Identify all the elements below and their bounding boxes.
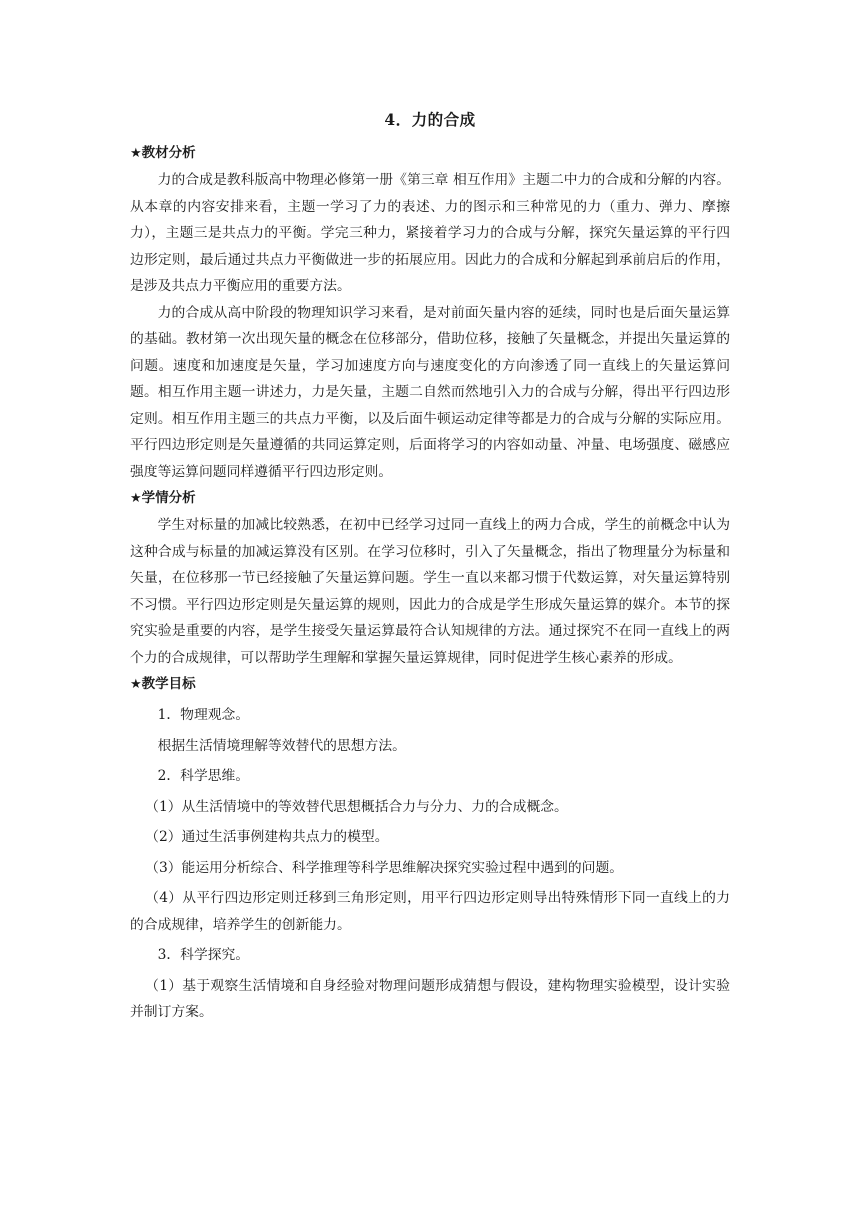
star-icon: ★ <box>130 146 142 161</box>
section-textbook-analysis <box>130 140 730 485</box>
goal-heading: 1．物理观念。 <box>157 707 250 723</box>
goal-item: （2）通过生活事例建构共点力的模型。 <box>145 829 389 845</box>
goal-heading: 2．科学思维。 <box>157 768 250 784</box>
goal-item: （1）基于观察生活情境和自身经验对物理问题形成猜想与假设，建构物理实验模型，设计实验并制订方案。 <box>130 977 730 1020</box>
section-heading-text: 学情分析 <box>141 490 196 506</box>
goal-item: （1）从生活情境中的等效替代思想概括合力与分力、力的合成概念。 <box>145 798 568 815</box>
section-heading-text: 教学目标 <box>141 676 196 692</box>
page-title: 4．力的合成 <box>384 110 476 129</box>
section-student-analysis <box>130 485 730 671</box>
goal-item: （4）从平行四边形定则迁移到三角形定则，用平行四边形定则导出特殊情形下同一直线上的力的合成规律，培养学生的创新能力。 <box>130 890 730 933</box>
section-heading <box>130 140 730 167</box>
star-icon: ★ <box>130 491 142 506</box>
section-heading-text: 教材分析 <box>141 145 196 161</box>
goal-item: （3）能运用分析综合、科学推理等科学思维解决探究实验过程中遇到的问题。 <box>145 859 624 876</box>
paragraph: 力的合成从高中阶段的物理知识学习来看，是对前面矢量内容的延续，同时也是后面矢量运算的基础。教材第一次出现矢量的概念在位移部分，借助位移，接触了矢量概念，并提出矢量运算的问题。速度和加速度是矢量，学习加速度方向与速度变化的方向渗透了同一直线上的矢量运算问题。相互作用主题一讲述力，力是矢量，主题二自然而然地引入力的合成与分解，得出平行四边形定则。相互作用主题三的共点力平衡，以及后面牛顿运动定律等都是力的合成与分解的实际应用。平行四边形定则是矢量遵循的共同运算定则，后面将学习的内容如动量、冲量、电场强度、磁感应强度等运算问题同样遵循平行四边形定则。 <box>130 304 730 480</box>
paragraph: 学生对标量的加减比较熟悉，在初中已经学习过同一直线上的两力合成，学生的前概念中认为这种合成与标量的加减运算没有区别。在学习位移时，引入了矢量概念，指出了物理量分为标量和矢量，在位移那一节已经接触了矢量运算问题。学生一直以来都习惯于代数运算，对矢量运算特别不习惯。平行四边形定则是矢量运算的规则，因此力的合成是学生形成矢量运算的媒介。本节的探究实验是重要的内容，是学生接受矢量运算最符合认知规律的方法。通过探究不在同一直线上的两个力的合成规律，可以帮助学生理解和掌握矢量运算规律，同时促进学生核心素养的形成。 <box>130 517 730 666</box>
section-heading <box>130 671 730 698</box>
section-heading <box>130 485 730 512</box>
goal-text: 根据生活情境理解等效替代的思想方法。 <box>157 737 406 754</box>
document-page <box>130 106 730 1026</box>
goal-heading: 3．科学探究。 <box>157 947 250 963</box>
section-teaching-goals <box>130 671 730 1026</box>
paragraph: 力的合成是教科版高中物理必修第一册《第三章 相互作用》主题二中力的合成和分解的内容。从本章的内容安排来看，主题一学习了力的表述、力的图示和三种常见的力（重力、弹力、摩擦力），主题三是共点力的平衡。学完三种力，紧接着学习力的合成与分解，探究矢量运算的平行四边形定则，最后通过共点力平衡做进一步的拓展应用。因此力的合成和分解起到承前启后的作用，是涉及共点力平衡应用的重要方法。 <box>130 172 730 294</box>
star-icon: ★ <box>130 677 142 692</box>
